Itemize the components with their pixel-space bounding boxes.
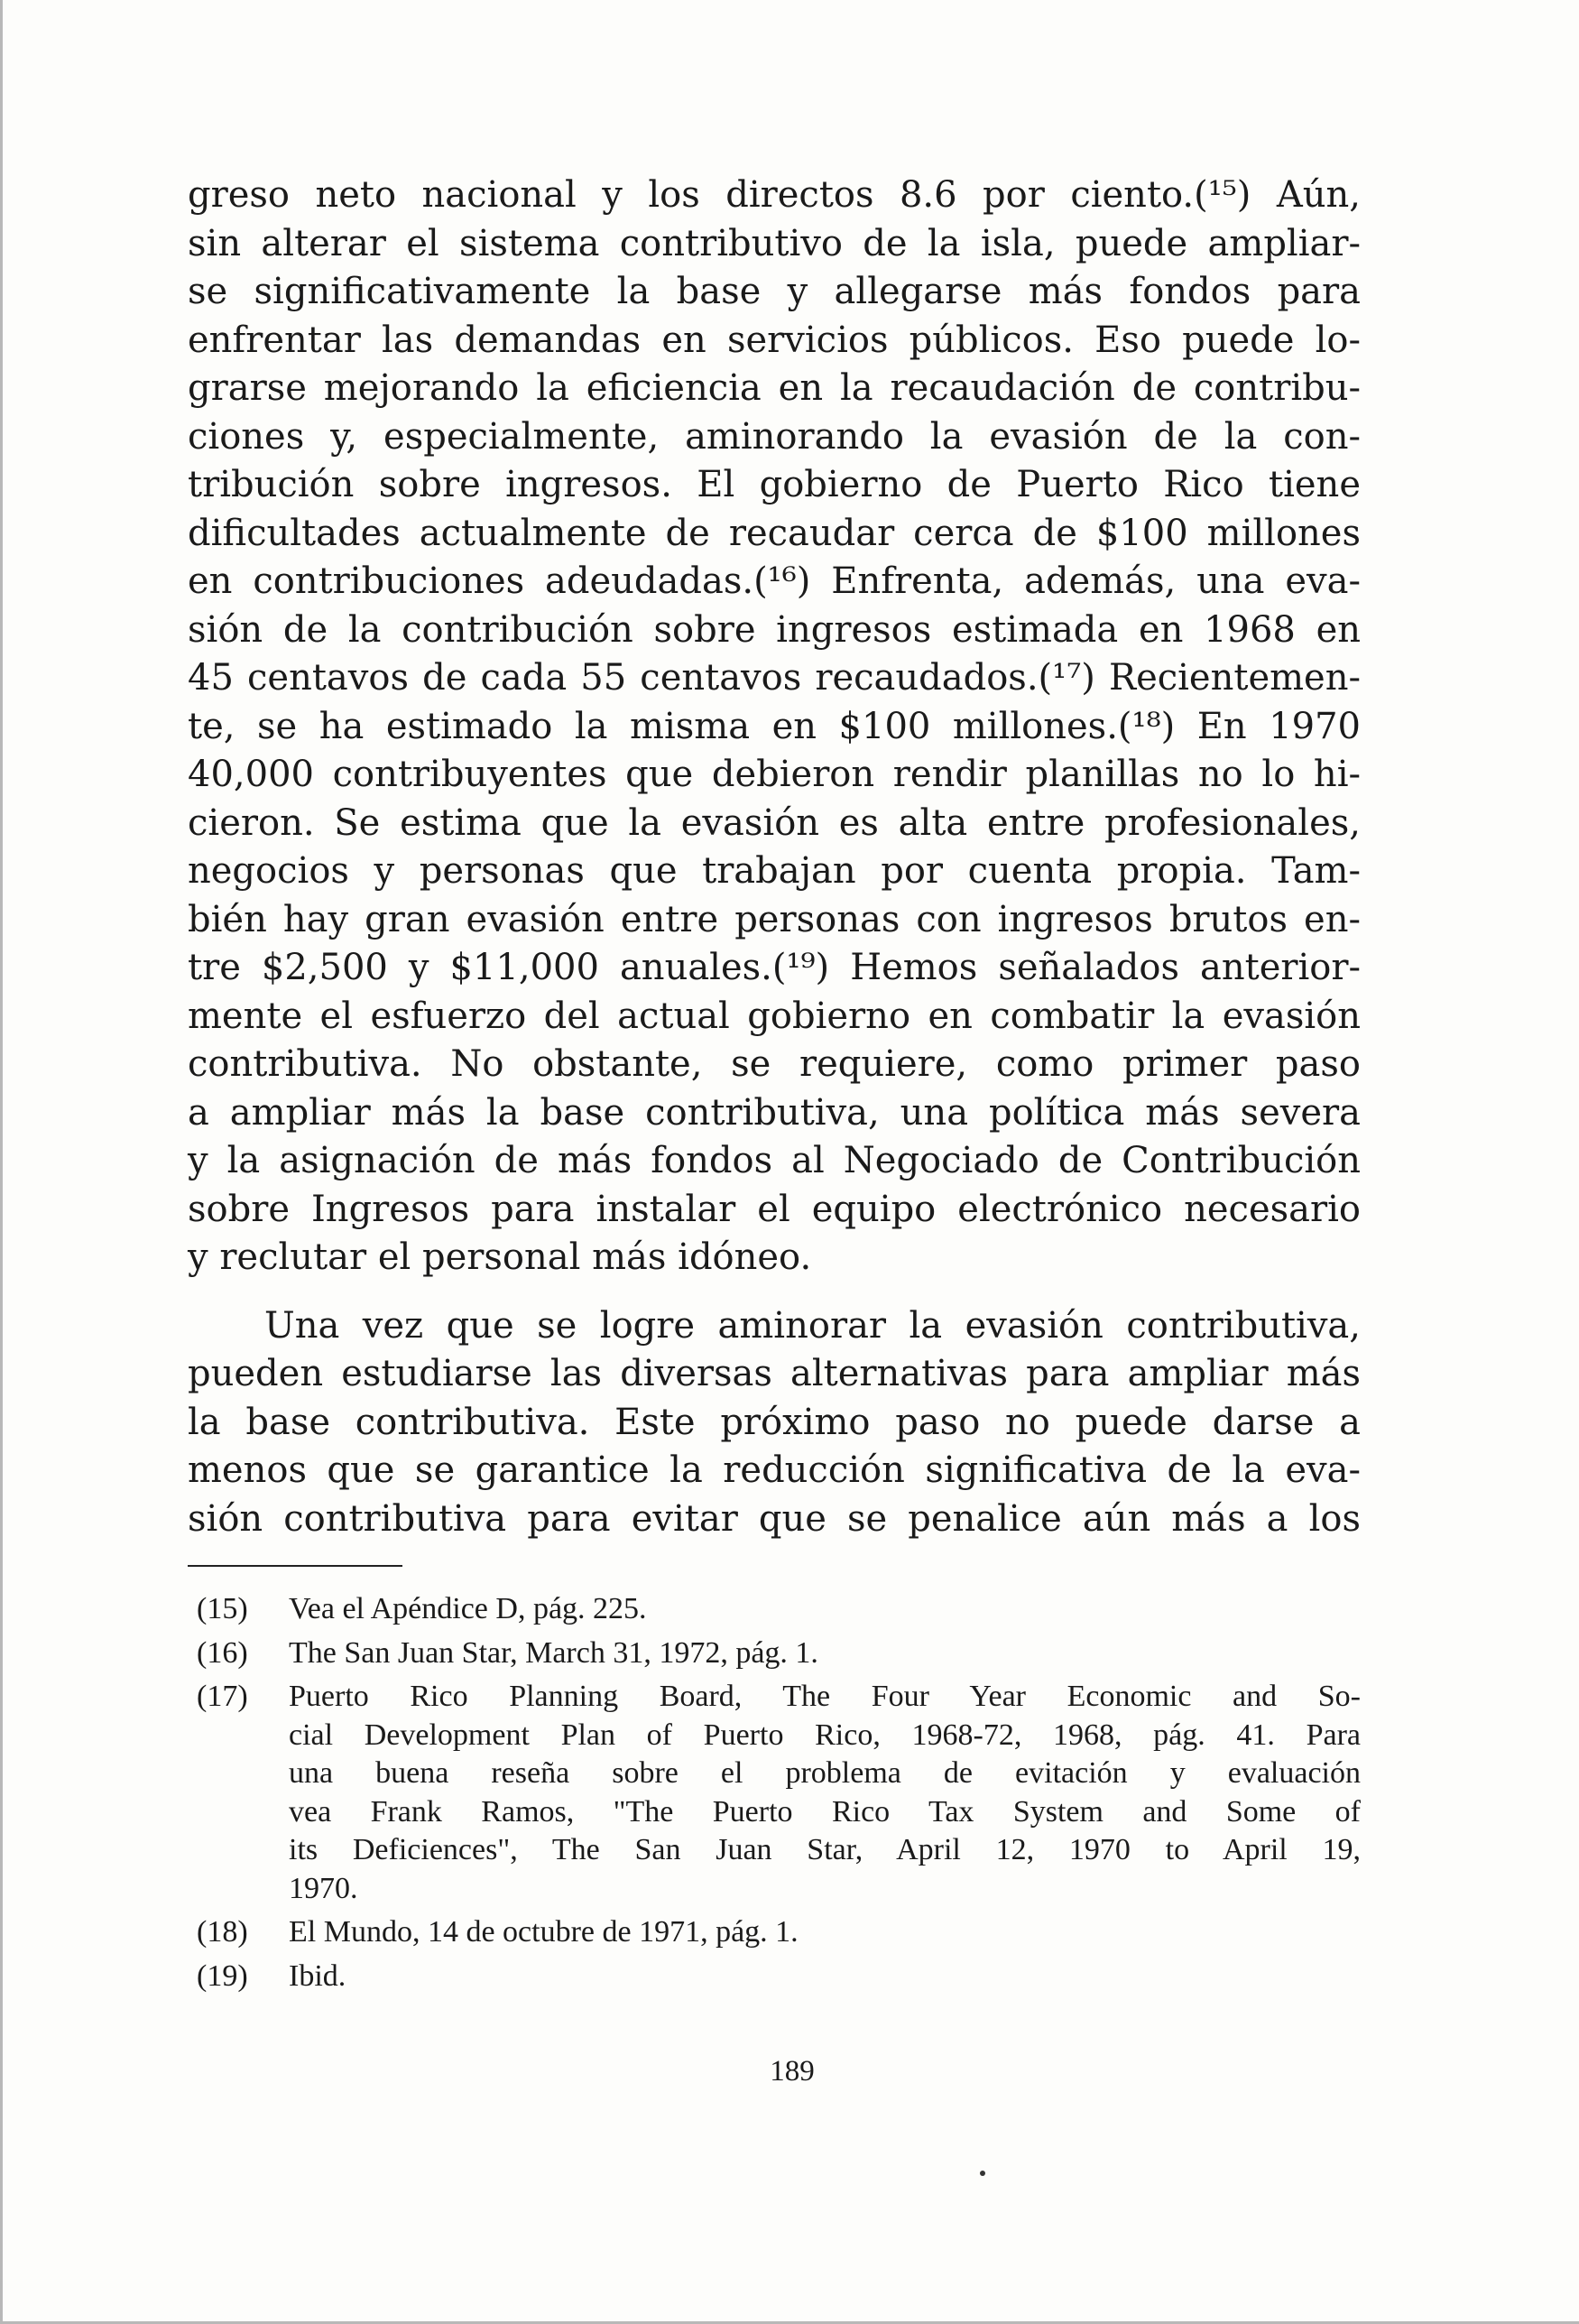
footnote-separator <box>188 1565 402 1567</box>
text-line: 45 centavos de cada 55 centavos recaudados.(¹⁷) Recientemen- <box>188 657 1361 699</box>
text-line: la base contributiva. Este próximo paso no puede darse a <box>188 1401 1361 1443</box>
footnote-line: cial Development Plan of Puerto Rico, 1968-72, 1968, pág. 41. Para <box>289 1718 1361 1752</box>
footnote-19 <box>197 1958 1361 1996</box>
text-line: tribución sobre ingresos. El gobierno de Puerto Rico tiene <box>188 464 1361 505</box>
footnote-16 <box>197 1634 1361 1673</box>
text-line: ciones y, especialmente, aminorando la evasión de la con- <box>188 415 1361 458</box>
footnote-number: (15) <box>197 1592 248 1625</box>
footnote-line: The San Juan Star, March 31, 1972, pág. 1. <box>289 1635 818 1670</box>
text-line: menos que se garantice la reducción significativa de la eva- <box>188 1449 1361 1491</box>
footnote-body <box>289 1678 1361 1908</box>
page-number: 189 <box>770 2055 815 2088</box>
footnote-body <box>289 1590 1361 1629</box>
paragraph-2 <box>188 1302 1361 1544</box>
print-speck <box>980 2171 985 2176</box>
text-line: sobre Ingresos para instalar el equipo electrónico necesario <box>188 1188 1361 1230</box>
text-line: cieron. Se estima que la evasión es alta entre profesionales, <box>188 801 1361 844</box>
text-line: sión de la contribución sobre ingresos estimada en 1968 en <box>188 608 1361 651</box>
text-line: se significativamente la base y allegarse más fondos para <box>188 271 1361 312</box>
footnote-line: 1970. <box>289 1871 358 1905</box>
text-line: sión contributiva para evitar que se penalice aún más a los <box>188 1497 1361 1540</box>
footnote-line: una buena reseña sobre el problema de evitación y evaluación <box>289 1756 1361 1790</box>
text-line: dificultades actualmente de recaudar cerca de $100 millones <box>188 512 1361 554</box>
text-line: en contribuciones adeudadas.(¹⁶) Enfrenta, además, una eva- <box>188 560 1361 602</box>
footnote-body <box>289 1958 1361 1996</box>
footnote-18 <box>197 1913 1361 1952</box>
text-line: mente el esfuerzo del actual gobierno en combatir la evasión <box>188 995 1361 1037</box>
footnote-number: (19) <box>197 1958 248 1993</box>
footnotes <box>197 1590 1361 2001</box>
text-line: pueden estudiarse las diversas alternativas para ampliar más <box>188 1353 1361 1394</box>
footnote-number: (18) <box>197 1915 248 1949</box>
text-line: enfrentar las demandas en servicios públicos. Eso puede lo- <box>188 319 1361 361</box>
text-line: Una vez que se logre aminorar la evasión contributiva, <box>264 1304 1361 1347</box>
text-line: grarse mejorando la eficiencia en la recaudación de contribu- <box>188 367 1361 409</box>
footnote-15 <box>197 1590 1361 1629</box>
text-line: negocios y personas que trabajan por cuenta propia. Tam- <box>188 850 1361 892</box>
text-line: 40,000 contribuyentes que debieron rendir planillas no lo hi- <box>188 754 1361 795</box>
footnote-17 <box>197 1678 1361 1908</box>
footnote-line: vea Frank Ramos, "The Puerto Rico Tax System and Some of <box>289 1794 1361 1829</box>
footnote-line: Ibid. <box>289 1958 346 1993</box>
body-text <box>188 171 1361 1563</box>
footnote-line: Vea el Apéndice D, pág. 225. <box>289 1592 647 1625</box>
text-line: y la asignación de más fondos al Negociado de Contribución <box>188 1140 1361 1181</box>
footnote-line: El Mundo, 14 de octubre de 1971, pág. 1. <box>289 1915 799 1949</box>
text-line: tre $2,500 y $11,000 anuales.(¹⁹) Hemos señalados anterior- <box>188 947 1361 988</box>
footnote-number: (16) <box>197 1635 248 1670</box>
text-line: te, se ha estimado la misma en $100 millones.(¹⁸) En 1970 <box>188 705 1361 747</box>
text-line: a ampliar más la base contributiva, una política más severa <box>188 1091 1361 1134</box>
text-line: y reclutar el personal más idóneo. <box>188 1236 812 1278</box>
footnote-body <box>289 1913 1361 1952</box>
text-line: sin alterar el sistema contributivo de la isla, puede ampliar- <box>188 222 1361 264</box>
text-line: greso neto nacional y los directos 8.6 por ciento.(¹⁵) Aún, <box>188 174 1361 216</box>
footnote-line: its Deficiences", The San Juan Star, April 12, 1970 to April 19, <box>289 1833 1361 1866</box>
text-line: bién hay gran evasión entre personas con ingresos brutos en- <box>188 898 1361 940</box>
footnote-body <box>289 1634 1361 1673</box>
text-line: contributiva. No obstante, se requiere, como primer paso <box>188 1043 1361 1085</box>
footnote-number: (17) <box>197 1680 248 1713</box>
footnote-line: Puerto Rico Planning Board, The Four Year Economic and So- <box>289 1680 1361 1713</box>
paragraph-1 <box>188 171 1361 1282</box>
